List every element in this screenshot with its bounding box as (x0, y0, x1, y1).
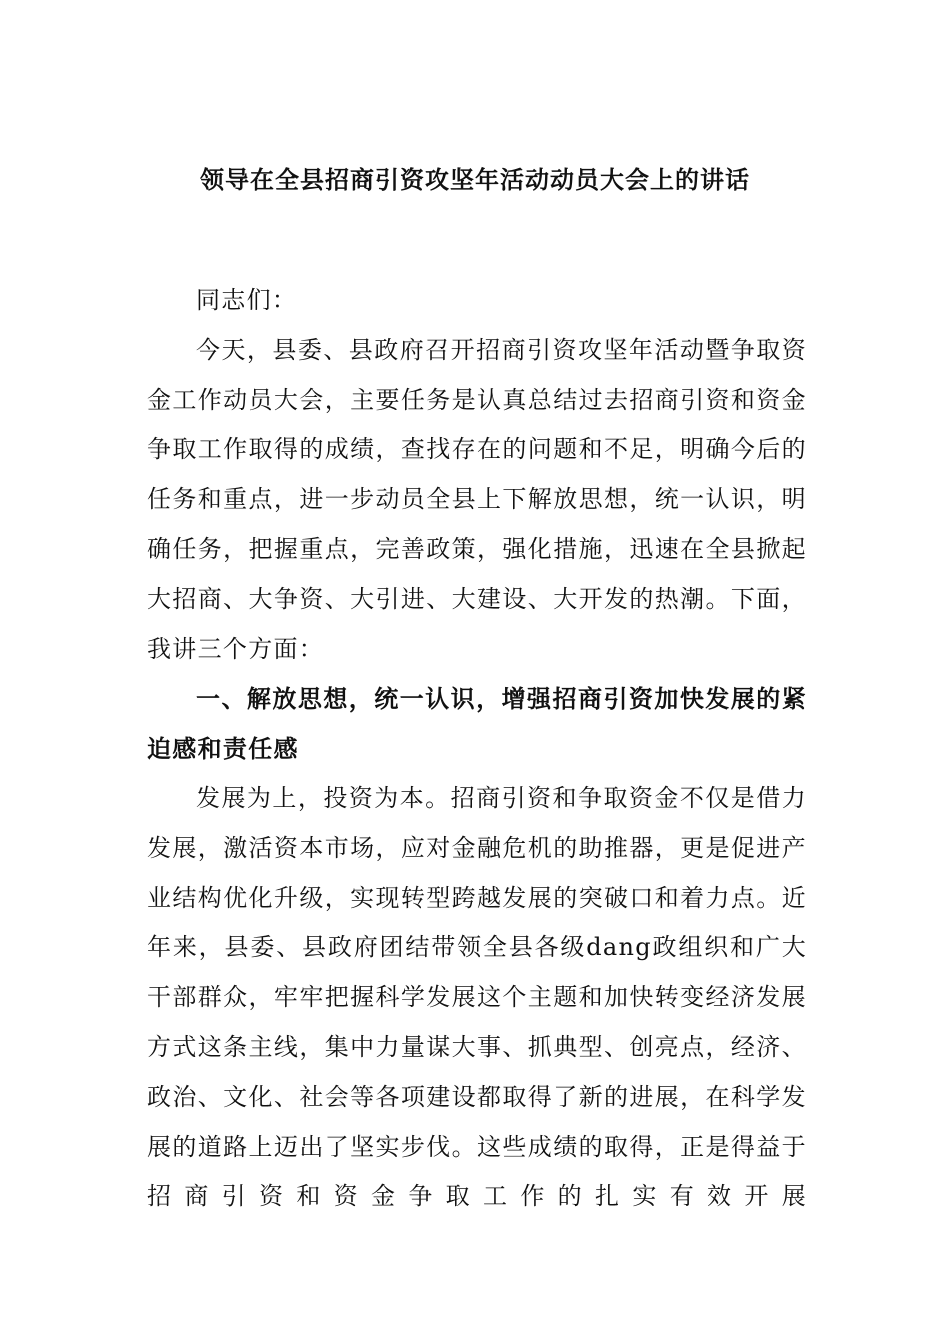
intro-paragraph: 今天，县委、县政府召开招商引资攻坚年活动暨争取资金工作动员大会，主要任务是认真总结过去招商引资和资金争取工作取得的成绩，查找存在的问题和不足，明确今后的任务和重点，进一步动员全县上下解放思想，统一认识，明确任务，把握重点，完善政策，强化措施，迅速在全县掀起大招商、大争资、大引进、大建设、大开发的热潮。下面，我讲三个方面： (147, 335, 807, 663)
section-heading-1: 一、解放思想，统一认识，增强招商引资加快发展的紧迫感和责任感 (147, 684, 807, 764)
document-title: 领导在全县招商引资攻坚年活动动员大会上的讲话 (200, 165, 750, 194)
section-1-paragraph: 发展为上，投资为本。招商引资和争取资金不仅是借力发展，激活资本市场，应对金融危机的助推器，更是促进产业结构优化升级，实现转型跨越发展的突破口和着力点。近年来，县委、县政府团结带领全县各级dang政组织和广大干部群众，牢牢把握科学发展这个主题和加快转变经济发展方式这条主线，集中力量谋大事、抓典型、创亮点，经济、政治、文化、社会等各项建设都取得了新的进展，在科学发展的道路上迈出了坚实步伐。这些成绩的取得，正是得益于招商引资和资金争取工作的扎实有效开展 (147, 783, 807, 1211)
document-body (147, 276, 807, 1222)
salutation: 同志们： (196, 286, 298, 314)
